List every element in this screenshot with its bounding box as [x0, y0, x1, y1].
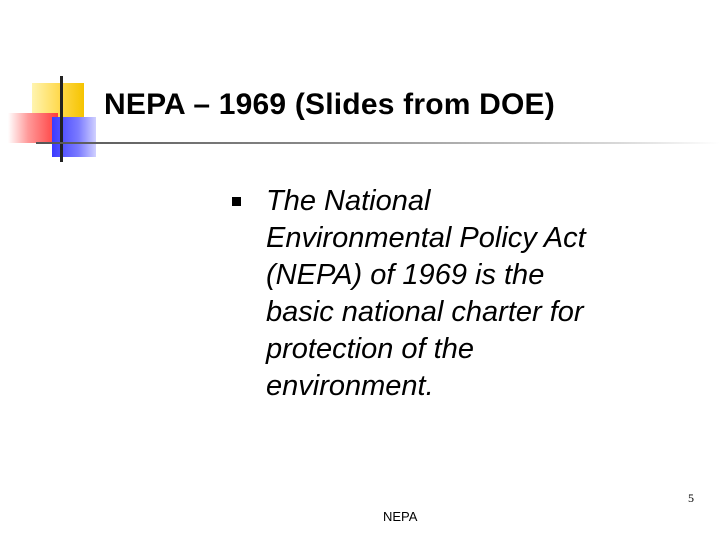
square-bullet-icon — [232, 197, 241, 206]
logo-red-square — [8, 113, 58, 143]
logo-vertical-line — [60, 76, 63, 162]
slide-title: NEPA – 1969 (Slides from DOE) — [104, 88, 555, 121]
title-underline — [36, 142, 720, 144]
slide-footer: NEPA — [383, 509, 418, 524]
corner-logo-icon — [0, 0, 110, 170]
page-number: 5 — [688, 491, 694, 505]
bullet-text: The National Environmental Policy Act (NEPA) of 1969 is the basic national charter for protection of the environment. — [266, 185, 586, 402]
logo-blue-square — [52, 117, 96, 157]
